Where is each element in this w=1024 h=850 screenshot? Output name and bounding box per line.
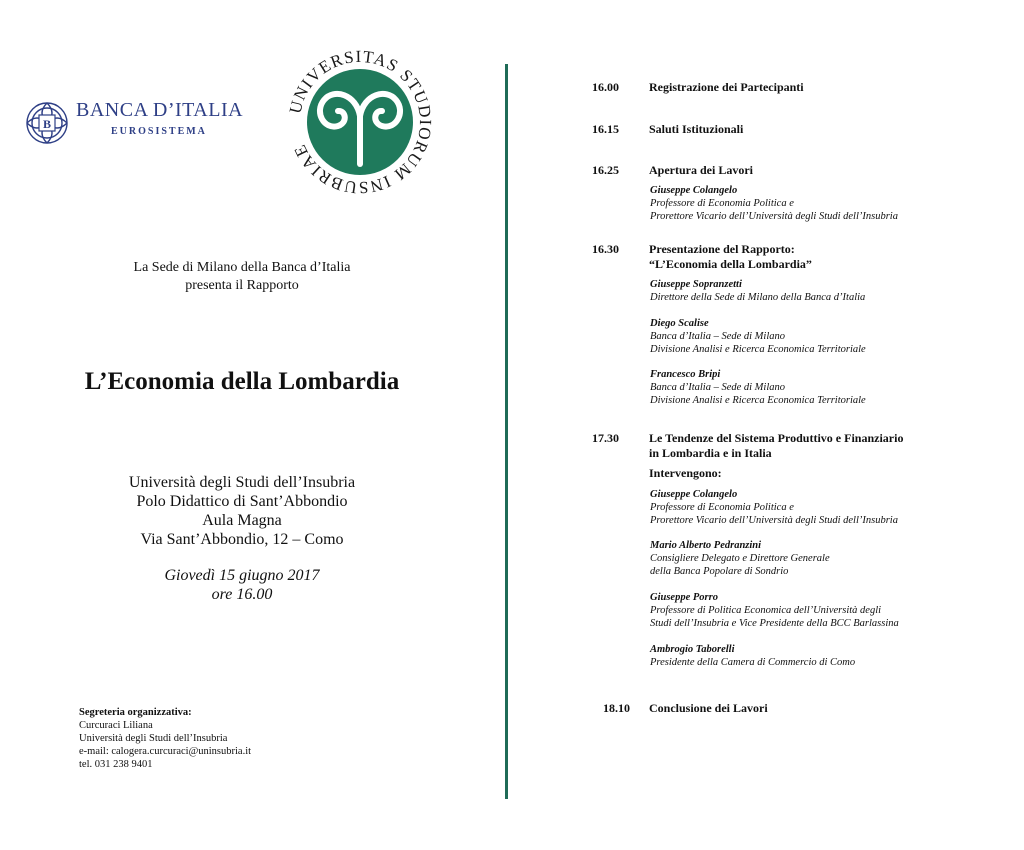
contact-email: e-mail: calogera.curcuraci@uninsubria.it: [79, 746, 252, 757]
program-time: 16.30: [592, 242, 619, 256]
university-seal-icon: [272, 34, 448, 210]
program-time: 17.30: [592, 431, 619, 445]
program-title: Presentazione del Rapporto: “L’Economia della Lombardia”: [649, 242, 812, 271]
svg-text:B: B: [42, 117, 52, 131]
organizing-secretariat: Segreteria organizzativa: Curcuraci Liliana Università degli Studi dell’Insubria e-mail: calogera.curcuraci@uninsubria.it tel. 031 238 9401: [79, 707, 252, 770]
intro-text: La Sede di Milano della Banca d’Italia presenta il Rapporto: [133, 260, 351, 293]
speaker: Diego Scalise Banca d’Italia – Sede di Milano Divisione Analisi e Ricerca Economica Territoriale: [650, 318, 866, 355]
program-time: 18.10: [603, 701, 630, 715]
speaker: Francesco Bripi Banca d’Italia – Sede di Milano Divisione Analisi e Ricerca Economica Territoriale: [650, 369, 866, 406]
speaker: Ambrogio Taborelli Presidente della Camera di Commercio di Como: [650, 644, 856, 668]
program-title: Conclusione dei Lavori: [649, 701, 768, 715]
column-divider: [505, 64, 508, 799]
speaker: Giuseppe Colangelo Professore di Economia Politica e Prorettore Vicario dell’Università degli Studi dell’Insubria: [650, 185, 898, 222]
page-title: L’Economia della Lombardia: [84, 368, 400, 395]
bank-monogram-icon: [22, 98, 72, 148]
program-title: Saluti Istituzionali: [649, 122, 744, 136]
program-time: 16.25: [592, 163, 619, 177]
speaker: Giuseppe Porro Professore di Politica Economica dell’Università degli Studi dell’Insubria e Vice Presidente della BCC Barlassina: [650, 592, 899, 629]
program-title: Registrazione dei Partecipanti: [649, 80, 804, 94]
program-time: 16.15: [592, 122, 619, 136]
bank-subtitle: EUROSISTEMA: [111, 126, 207, 137]
contact-phone: tel. 031 238 9401: [79, 759, 153, 770]
program-title: Le Tendenze del Sistema Produttivo e Finanziario in Lombardia e in Italia: [649, 431, 904, 460]
event-date: Giovedì 15 giugno 2017 ore 16.00: [164, 567, 320, 603]
seal-text: UNIVERSITAS STUDIORUM INSUBRIAE: [285, 46, 436, 198]
speaker: Mario Alberto Pedranzini Consigliere Delegato e Direttore Generale della Banca Popolare di Sondrio: [650, 540, 830, 577]
program-subheading: Intervengono:: [649, 466, 722, 480]
speaker: Giuseppe Colangelo Professore di Economia Politica e Prorettore Vicario dell’Università degli Studi dell’Insubria: [650, 489, 898, 526]
program-time: 16.00: [592, 80, 619, 94]
bank-name: BANCA D’ITALIA: [76, 99, 244, 121]
program-title: Apertura dei Lavori: [649, 163, 753, 177]
speaker: Giuseppe Sopranzetti Direttore della Sede di Milano della Banca d’Italia: [650, 279, 866, 303]
venue-block: Università degli Studi dell’Insubria Polo Didattico di Sant’Abbondio Aula Magna Via Sant’Abbondio, 12 – Como: [128, 474, 356, 548]
